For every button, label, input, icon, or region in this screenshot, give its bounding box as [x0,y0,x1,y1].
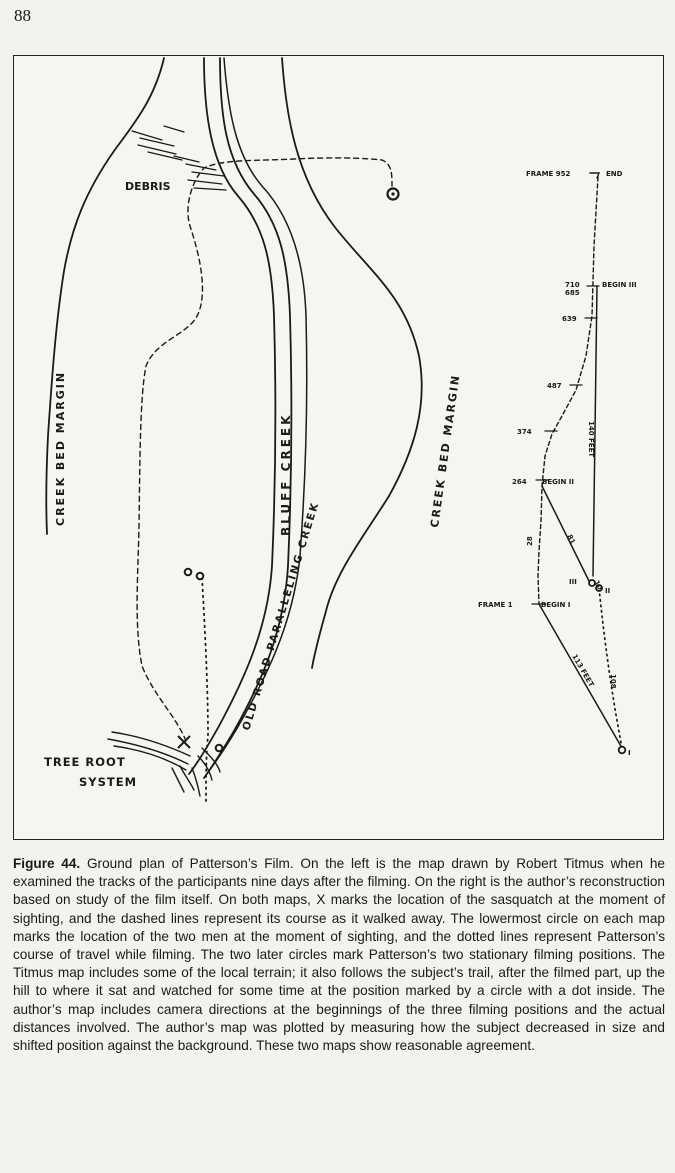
frame-639-label: 639 [562,315,577,323]
debris-label: DEBRIS [125,180,171,193]
left-men-initial-position-circle [216,745,223,752]
distance-140-label: 140 FEET [587,421,595,458]
frame-487-label: 487 [547,382,562,390]
tree-root-label-line2: SYSTEM [79,775,138,789]
right-creek-bed-margin-label: CREEK BED MARGIN [428,373,463,529]
position-1-label: I [628,749,631,757]
figure-caption [13,855,665,1055]
right-creek-bed-margin-line [282,58,422,668]
frame-1-label: FRAME 1 [478,601,513,609]
page-number: 88 [14,6,31,25]
frame-374-label: 374 [517,428,532,436]
frame-710-label: 710 [565,281,580,289]
ground-plan-maps [14,56,662,838]
left-filming-position-circle-a [185,569,192,576]
distance-108-label: 108 [609,674,617,689]
position-2-label: II [605,587,611,595]
right-patterson-course [599,588,622,748]
right-map-markers [589,580,625,753]
old-road-label: OLD ROAD PARALLELING CREEK [240,500,322,732]
begin-3-label: BEGIN III [602,281,637,289]
tree-root-label-line1: TREE ROOT [44,755,126,769]
frame-952-label: FRAME 952 [526,170,571,178]
position-3-label: III [569,578,577,586]
right-sight-line-2 [542,486,590,583]
figure-caption-text: Ground plan of Patterson’s Film. On the left is the map drawn by Robert Titmus when he examined the tracks of the participants nine days after the filming. On the right is the author’s reconstruction based on study of the film itself. On both maps, X marks the location of the sasquatch at the moment of sighting, and the dashed lines represent its course as it walked away. The lowermost circle on each map marks the location of the two men at the moment of sighting, and the dotted lines represent Patterson’s course of travel while filming. The two later circles mark Patterson’s two stationary filming positions. The Titmus map includes some of the local terrain; it also follows the subject’s trail, after the filmed part, up the hill to where it sat and watched for some time at the position marked by a circle with a dot inside. The author’s map includes camera directions at the beginnings of the three filming positions and the actual distances involved. The author’s map was plotted by measuring how the subject decreased in size and shifted position against the background. These two maps show reasonable agreement. [13,856,665,1054]
left-filming-position-circle-b [197,573,204,580]
frame-264-label: 264 [512,478,527,486]
left-creek-bed-margin-label: CREEK BED MARGIN [54,370,67,526]
right-position-1-circle [619,747,626,754]
frame-685-label: 685 [565,289,580,297]
begin-2-label: BEGIN II [542,478,574,486]
end-arrow [590,173,599,178]
bluff-creek-label: BLUFF CREEK [279,412,293,536]
distance-81-label: 81 [565,533,577,546]
distance-10-label: 10 [592,579,605,592]
distance-113-label: 113 FEET [570,653,596,689]
end-label: END [606,170,623,178]
distance-28-label: 28 [526,536,534,546]
figure-44 [13,55,664,840]
figure-caption-label: Figure 44. [13,856,81,871]
begin-1-label: BEGIN I [541,601,571,609]
left-sitting-position-dot [391,192,394,195]
